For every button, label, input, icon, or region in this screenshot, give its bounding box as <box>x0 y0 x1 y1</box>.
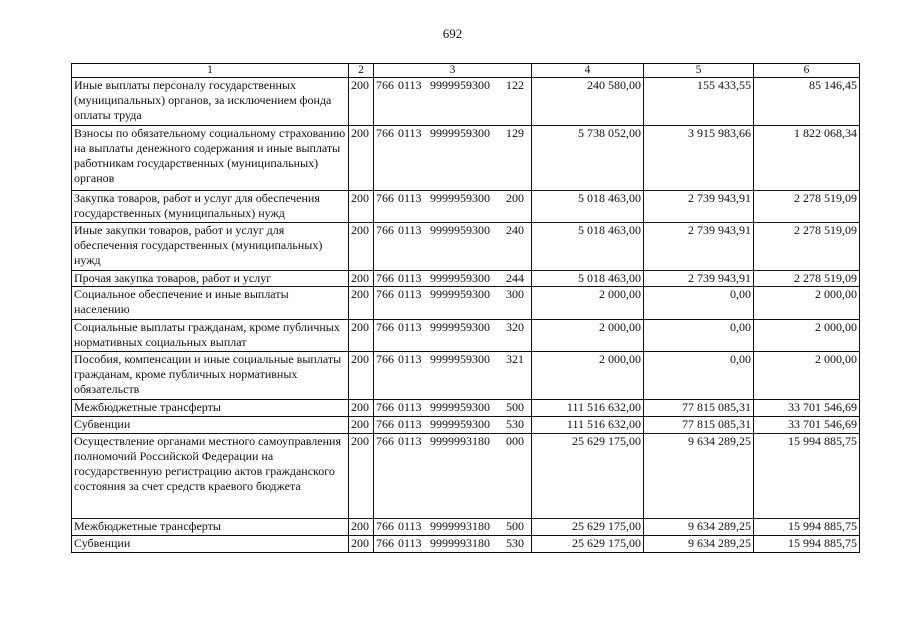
row-col2: 200 <box>349 352 374 400</box>
row-amount-col6: 15 994 885,75 <box>754 536 860 553</box>
code-vr: 129 <box>506 126 524 140</box>
table-row <box>72 400 860 417</box>
code-rzpr: 0113 <box>398 287 422 301</box>
table-row <box>72 78 860 126</box>
row-budget-code <box>374 519 532 536</box>
row-description: Социальные выплаты гражданам, кроме публичных нормативных социальных выплат <box>72 320 349 352</box>
row-budget-code <box>374 400 532 417</box>
code-csr: 9999959300 <box>430 271 490 285</box>
code-ved: 766 <box>376 126 394 140</box>
code-ved: 766 <box>376 536 394 550</box>
row-budget-code <box>374 271 532 287</box>
row-amount-col5: 155 433,55 <box>644 78 754 126</box>
code-rzpr: 0113 <box>398 434 422 448</box>
code-rzpr: 0113 <box>398 126 422 140</box>
row-amount-col4: 2 000,00 <box>532 287 644 320</box>
row-amount-col4: 2 000,00 <box>532 320 644 352</box>
row-amount-col6: 15 994 885,75 <box>754 434 860 519</box>
code-csr: 9999993180 <box>430 536 490 550</box>
code-ved: 766 <box>376 271 394 285</box>
code-ved: 766 <box>376 352 394 366</box>
row-col2: 200 <box>349 223 374 271</box>
row-amount-col4: 5 018 463,00 <box>532 271 644 287</box>
code-vr: 300 <box>506 287 524 301</box>
table-row <box>72 287 860 320</box>
code-csr: 9999959300 <box>430 320 490 334</box>
row-budget-code <box>374 191 532 223</box>
row-amount-col4: 2 000,00 <box>532 352 644 400</box>
column-header-5: 5 <box>644 64 754 78</box>
row-budget-code <box>374 320 532 352</box>
row-description: Закупка товаров, работ и услуг для обеспечения государственных (муниципальных) нужд <box>72 191 349 223</box>
code-vr: 000 <box>506 434 524 448</box>
row-budget-code <box>374 287 532 320</box>
row-amount-col5: 2 739 943,91 <box>644 271 754 287</box>
row-description: Иные закупки товаров, работ и услуг для обеспечения государственных (муниципальных) нужд <box>72 223 349 271</box>
row-col2: 200 <box>349 287 374 320</box>
row-budget-code <box>374 536 532 553</box>
row-description: Осуществление органами местного самоуправления полномочий Российской Федерации на государственную регистрацию актов гражданского состояния за счет средств краевого бюджета <box>72 434 349 519</box>
row-amount-col5: 2 739 943,91 <box>644 223 754 271</box>
table-row <box>72 434 860 519</box>
row-amount-col5: 0,00 <box>644 352 754 400</box>
row-col2: 200 <box>349 400 374 417</box>
row-amount-col6: 2 278 519,09 <box>754 191 860 223</box>
table-row <box>72 126 860 191</box>
row-budget-code <box>374 434 532 519</box>
code-ved: 766 <box>376 434 394 448</box>
row-budget-code <box>374 78 532 126</box>
code-vr: 321 <box>506 352 524 366</box>
row-amount-col6: 15 994 885,75 <box>754 519 860 536</box>
code-vr: 500 <box>506 519 524 533</box>
code-rzpr: 0113 <box>398 352 422 366</box>
row-amount-col6: 33 701 546,69 <box>754 400 860 417</box>
code-rzpr: 0113 <box>398 320 422 334</box>
code-csr: 9999959300 <box>430 287 490 301</box>
table-row <box>72 191 860 223</box>
row-amount-col5: 9 634 289,25 <box>644 434 754 519</box>
row-description: Субвенции <box>72 417 349 434</box>
table-body <box>72 64 860 553</box>
code-vr: 244 <box>506 271 524 285</box>
row-budget-code <box>374 223 532 271</box>
column-header-3: 3 <box>374 64 532 78</box>
row-budget-code <box>374 417 532 434</box>
row-col2: 200 <box>349 536 374 553</box>
row-description: Взносы по обязательному социальному страхованию на выплаты денежного содержания и иные выплаты работникам государственных (муниципальных) органов <box>72 126 349 191</box>
code-ved: 766 <box>376 223 394 237</box>
row-col2: 200 <box>349 434 374 519</box>
code-ved: 766 <box>376 287 394 301</box>
row-description: Пособия, компенсации и иные социальные выплаты гражданам, кроме публичных нормативных обязательств <box>72 352 349 400</box>
table-row <box>72 271 860 287</box>
row-amount-col6: 2 000,00 <box>754 320 860 352</box>
row-description: Социальное обеспечение и иные выплаты населению <box>72 287 349 320</box>
row-amount-col4: 25 629 175,00 <box>532 536 644 553</box>
code-csr: 9999993180 <box>430 434 490 448</box>
table-row <box>72 352 860 400</box>
row-description: Субвенции <box>72 536 349 553</box>
code-rzpr: 0113 <box>398 78 422 92</box>
column-header-1: 1 <box>72 64 349 78</box>
row-amount-col5: 0,00 <box>644 320 754 352</box>
code-csr: 9999959300 <box>430 78 490 92</box>
table-row <box>72 320 860 352</box>
code-ved: 766 <box>376 400 394 414</box>
row-amount-col6: 2 000,00 <box>754 352 860 400</box>
row-amount-col4: 5 018 463,00 <box>532 191 644 223</box>
code-rzpr: 0113 <box>398 417 422 431</box>
code-csr: 9999959300 <box>430 223 490 237</box>
row-col2: 200 <box>349 191 374 223</box>
code-ved: 766 <box>376 320 394 334</box>
code-rzpr: 0113 <box>398 223 422 237</box>
row-amount-col4: 5 738 052,00 <box>532 126 644 191</box>
row-amount-col5: 9 634 289,25 <box>644 536 754 553</box>
row-amount-col6: 85 146,45 <box>754 78 860 126</box>
code-vr: 122 <box>506 78 524 92</box>
code-vr: 240 <box>506 223 524 237</box>
row-amount-col6: 2 278 519,09 <box>754 271 860 287</box>
row-col2: 200 <box>349 78 374 126</box>
column-header-4: 4 <box>532 64 644 78</box>
budget-table <box>71 63 860 553</box>
code-rzpr: 0113 <box>398 536 422 550</box>
row-description: Межбюджетные трансферты <box>72 519 349 536</box>
page-number: 692 <box>442 26 463 41</box>
column-header-2: 2 <box>349 64 374 78</box>
row-amount-col4: 240 580,00 <box>532 78 644 126</box>
row-amount-col6: 1 822 068,34 <box>754 126 860 191</box>
row-budget-code <box>374 352 532 400</box>
code-vr: 500 <box>506 400 524 414</box>
header-row <box>72 64 860 78</box>
row-amount-col4: 5 018 463,00 <box>532 223 644 271</box>
row-description: Прочая закупка товаров, работ и услуг <box>72 271 349 287</box>
row-amount-col4: 111 516 632,00 <box>532 400 644 417</box>
row-col2: 200 <box>349 126 374 191</box>
column-header-6: 6 <box>754 64 860 78</box>
row-amount-col6: 33 701 546,69 <box>754 417 860 434</box>
code-csr: 9999959300 <box>430 417 490 431</box>
row-amount-col5: 9 634 289,25 <box>644 519 754 536</box>
code-vr: 530 <box>506 536 524 550</box>
row-amount-col6: 2 000,00 <box>754 287 860 320</box>
row-amount-col5: 3 915 983,66 <box>644 126 754 191</box>
row-col2: 200 <box>349 271 374 287</box>
table-row <box>72 223 860 271</box>
row-amount-col4: 25 629 175,00 <box>532 519 644 536</box>
code-ved: 766 <box>376 191 394 205</box>
code-csr: 9999993180 <box>430 519 490 533</box>
code-csr: 9999959300 <box>430 191 490 205</box>
code-vr: 200 <box>506 191 524 205</box>
code-csr: 9999959300 <box>430 352 490 366</box>
row-amount-col5: 2 739 943,91 <box>644 191 754 223</box>
code-ved: 766 <box>376 78 394 92</box>
code-ved: 766 <box>376 519 394 533</box>
row-amount-col5: 77 815 085,31 <box>644 417 754 434</box>
code-rzpr: 0113 <box>398 271 422 285</box>
row-amount-col5: 77 815 085,31 <box>644 400 754 417</box>
table-row <box>72 536 860 553</box>
row-col2: 200 <box>349 417 374 434</box>
row-description: Межбюджетные трансферты <box>72 400 349 417</box>
code-rzpr: 0113 <box>398 519 422 533</box>
code-csr: 9999959300 <box>430 126 490 140</box>
row-description: Иные выплаты персоналу государственных (муниципальных) органов, за исключением фонда оплаты труда <box>72 78 349 126</box>
code-rzpr: 0113 <box>398 400 422 414</box>
code-vr: 320 <box>506 320 524 334</box>
row-amount-col4: 25 629 175,00 <box>532 434 644 519</box>
table-row <box>72 417 860 434</box>
code-rzpr: 0113 <box>398 191 422 205</box>
row-col2: 200 <box>349 519 374 536</box>
table-row <box>72 519 860 536</box>
code-csr: 9999959300 <box>430 400 490 414</box>
code-vr: 530 <box>506 417 524 431</box>
row-col2: 200 <box>349 320 374 352</box>
row-budget-code <box>374 126 532 191</box>
row-amount-col6: 2 278 519,09 <box>754 223 860 271</box>
code-ved: 766 <box>376 417 394 431</box>
row-amount-col4: 111 516 632,00 <box>532 417 644 434</box>
row-amount-col5: 0,00 <box>644 287 754 320</box>
